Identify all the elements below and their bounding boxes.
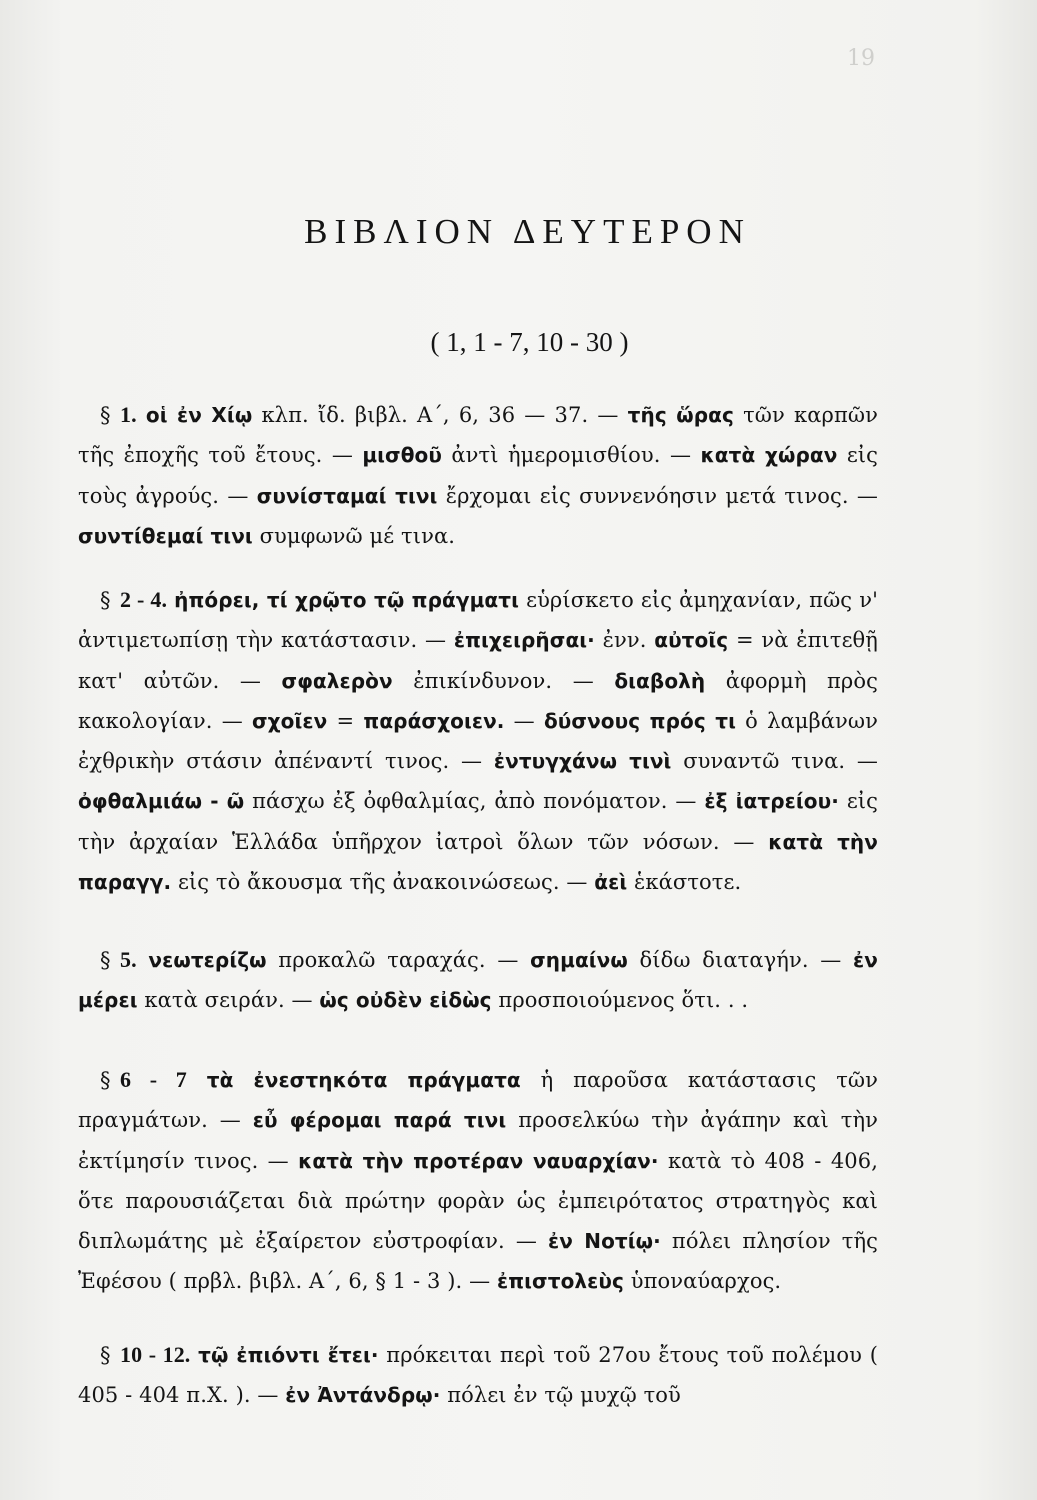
lemma-term: κατὰ χώραν <box>700 443 838 468</box>
lemma-term: ἠπόρει, τί χρῷτο τῷ πράγματι <box>174 588 519 612</box>
gloss-text: κατὰ σειράν. — <box>137 988 320 1013</box>
gloss-text: προσελκύω τὴν ἀγάπην καὶ τὴν ἐκτίμησίν τινος. — <box>78 1108 879 1173</box>
book-range: ( 1, 1 - 7, 10 - 30 ) <box>430 327 629 357</box>
gloss-text: κατὰ τὸ 408 - 406, ὅτε παρουσιάζεται διὰ πρώτην φορὰν ὡς ἐμπειρότατος στρατηγὸς καὶ διπλωμάτης μὲ ἐξαίρετον εὐστροφίαν. — <box>78 1148 878 1254</box>
section-sign: § <box>100 588 111 612</box>
lemma-term: ὀφθαλμιάω - ῶ <box>78 789 245 814</box>
gloss-text: ἀφορμὴ πρὸς κακολογίαν. — <box>78 668 878 733</box>
gloss-text: κλπ. ἴδ. βιβλ. Α΄, 6, 36 — 37. — <box>252 403 628 427</box>
gloss-text: πάσχω ἐξ ὀφθαλμίας, ἀπὸ πονόματον. — <box>244 789 705 814</box>
gloss-text: — <box>504 708 544 733</box>
gloss-text: = νὰ ἐπιτεθῇ κατ' αὐτῶν. — <box>78 628 878 693</box>
lemma-term: σχοῖεν <box>251 708 328 733</box>
section-number: 5. <box>120 947 137 972</box>
gloss-text: προσποιούμενος ὅτι. . . <box>491 988 749 1013</box>
gloss-text: πόλει πλησίον τῆς Ἐφέσου ( πρβλ. βιβλ. Α΄, 6, § 1 - 3 ). — <box>78 1229 878 1294</box>
page-number: 19 <box>847 46 875 71</box>
section-sign: § <box>100 403 111 427</box>
gloss-text: εὑρίσκετο εἰς ἀμηχανίαν, πῶς ν' ἀντιμετωπίσῃ τὴν κατάστασιν. — <box>78 588 878 653</box>
lemma-term: εὖ φέρομαι παρά τινι <box>252 1108 507 1133</box>
lemma-term: οἱ ἐν Χίῳ <box>145 403 253 427</box>
lemma-term: σφαλερὸν <box>281 668 393 693</box>
commentary-section <box>78 1335 878 1416</box>
lemma-term: ἐν μέρει <box>78 948 879 1013</box>
gloss-text: συναντῶ τινα. — <box>671 749 878 774</box>
gloss-text: ὁ λαμβάνων ἐχθρικὴν στάσιν ἀπέναντί τινος. — <box>78 708 879 774</box>
lemma-term: ὡς οὐδὲν εἰδὼς <box>319 988 492 1013</box>
gloss-text: ἔρχομαι εἰς συννενόησιν μετά τινος. — <box>437 483 878 508</box>
gloss-text: δίδω διαταγήν. — <box>627 948 854 972</box>
lemma-term: συνίσταμαί τινι <box>256 483 438 508</box>
lemma-term: νεωτερίζω <box>148 948 267 972</box>
lemma-term: ἐν Ἀντάνδρῳ· <box>285 1383 441 1408</box>
gloss-text: ἀντὶ ἡμερομισθίου. — <box>442 443 701 468</box>
commentary-section <box>78 940 878 1021</box>
gloss-text: προκαλῶ ταραχάς. — <box>266 948 531 972</box>
section-number: 6 - 7 <box>120 1067 187 1092</box>
commentary-section <box>78 395 878 556</box>
lemma-term: αὐτοῖς <box>654 628 729 653</box>
gloss-text: ἐνν. <box>594 628 655 653</box>
lemma-term: ἐν Νοτίῳ· <box>547 1229 661 1254</box>
gloss-text: εἰς τοὺς ἀγρούς. — <box>78 443 878 508</box>
lemma-term: συντίθεμαί τινι <box>78 523 253 548</box>
lemma-term: παράσχοιεν. <box>363 708 505 733</box>
lemma-term: κατὰ τὴν προτέραν ναυαρχίαν· <box>298 1148 659 1173</box>
lemma-term: τὰ ἐνεστηκότα πράγματα <box>206 1068 521 1092</box>
gloss-text: τῶν καρπῶν τῆς ἐποχῆς τοῦ ἔτους. — <box>78 403 878 468</box>
lemma-term: ἐξ ἰατρείου· <box>704 789 839 814</box>
section-sign: § <box>100 948 111 972</box>
lemma-term: τῆς ὥρας <box>627 403 734 427</box>
lemma-term: μισθοῦ <box>362 443 443 468</box>
lemma-term: ἐπιστολεὺς <box>496 1269 624 1294</box>
lemma-term: τῷ ἐπιόντι ἔτει· <box>198 1343 379 1367</box>
lemma-term: σημαίνω <box>530 948 628 972</box>
gloss-text: = <box>327 708 364 733</box>
section-sign: § <box>100 1068 111 1092</box>
lemma-term: δύσνους πρός τι <box>543 708 737 733</box>
gloss-text: ἑκάστοτε. <box>627 870 742 895</box>
commentary-section <box>78 580 878 902</box>
lemma-term: ἀεὶ <box>594 870 628 895</box>
book-title: ΒΙΒΛΙΟΝ ΔΕΥΤΕΡΟΝ <box>304 212 751 251</box>
lemma-term: ἐπιχειρῆσαι· <box>453 628 595 653</box>
section-number: 1. <box>120 402 137 427</box>
gloss-text: πόλει ἐν τῷ μυχῷ τοῦ <box>440 1383 681 1408</box>
section-number: 10 - 12. <box>120 1342 191 1367</box>
gloss-text: ἡ παροῦσα κατάστασις τῶν πραγμάτων. — <box>78 1068 879 1133</box>
lemma-term: ἐντυγχάνω τινὶ <box>493 749 672 774</box>
section-number: 2 - 4. <box>120 587 168 612</box>
gloss-text: ἐπικίνδυνον. — <box>392 668 615 693</box>
gloss-text: πρόκειται περὶ τοῦ 27ου ἔτους τοῦ πολέμου ( 405 - 404 π.Χ. ). — <box>78 1343 878 1408</box>
lemma-term: κατὰ τὴν παραγγ. <box>78 829 878 895</box>
commentary-section <box>78 1060 878 1302</box>
gloss-text: συμφωνῶ μέ τινα. <box>252 523 456 548</box>
section-sign: § <box>100 1343 111 1367</box>
lemma-term: διαβολὴ <box>614 668 706 693</box>
gloss-text: ὑποναύαρχος. <box>623 1269 782 1294</box>
gloss-text: εἰς τὸ ἄκουσμα τῆς ἀνακοινώσεως. — <box>171 870 595 895</box>
gloss-text: εἰς τὴν ἀρχαίαν Ἑλλάδα ὑπῆρχον ἰατροὶ ὅλων τῶν νόσων. — <box>78 789 878 854</box>
